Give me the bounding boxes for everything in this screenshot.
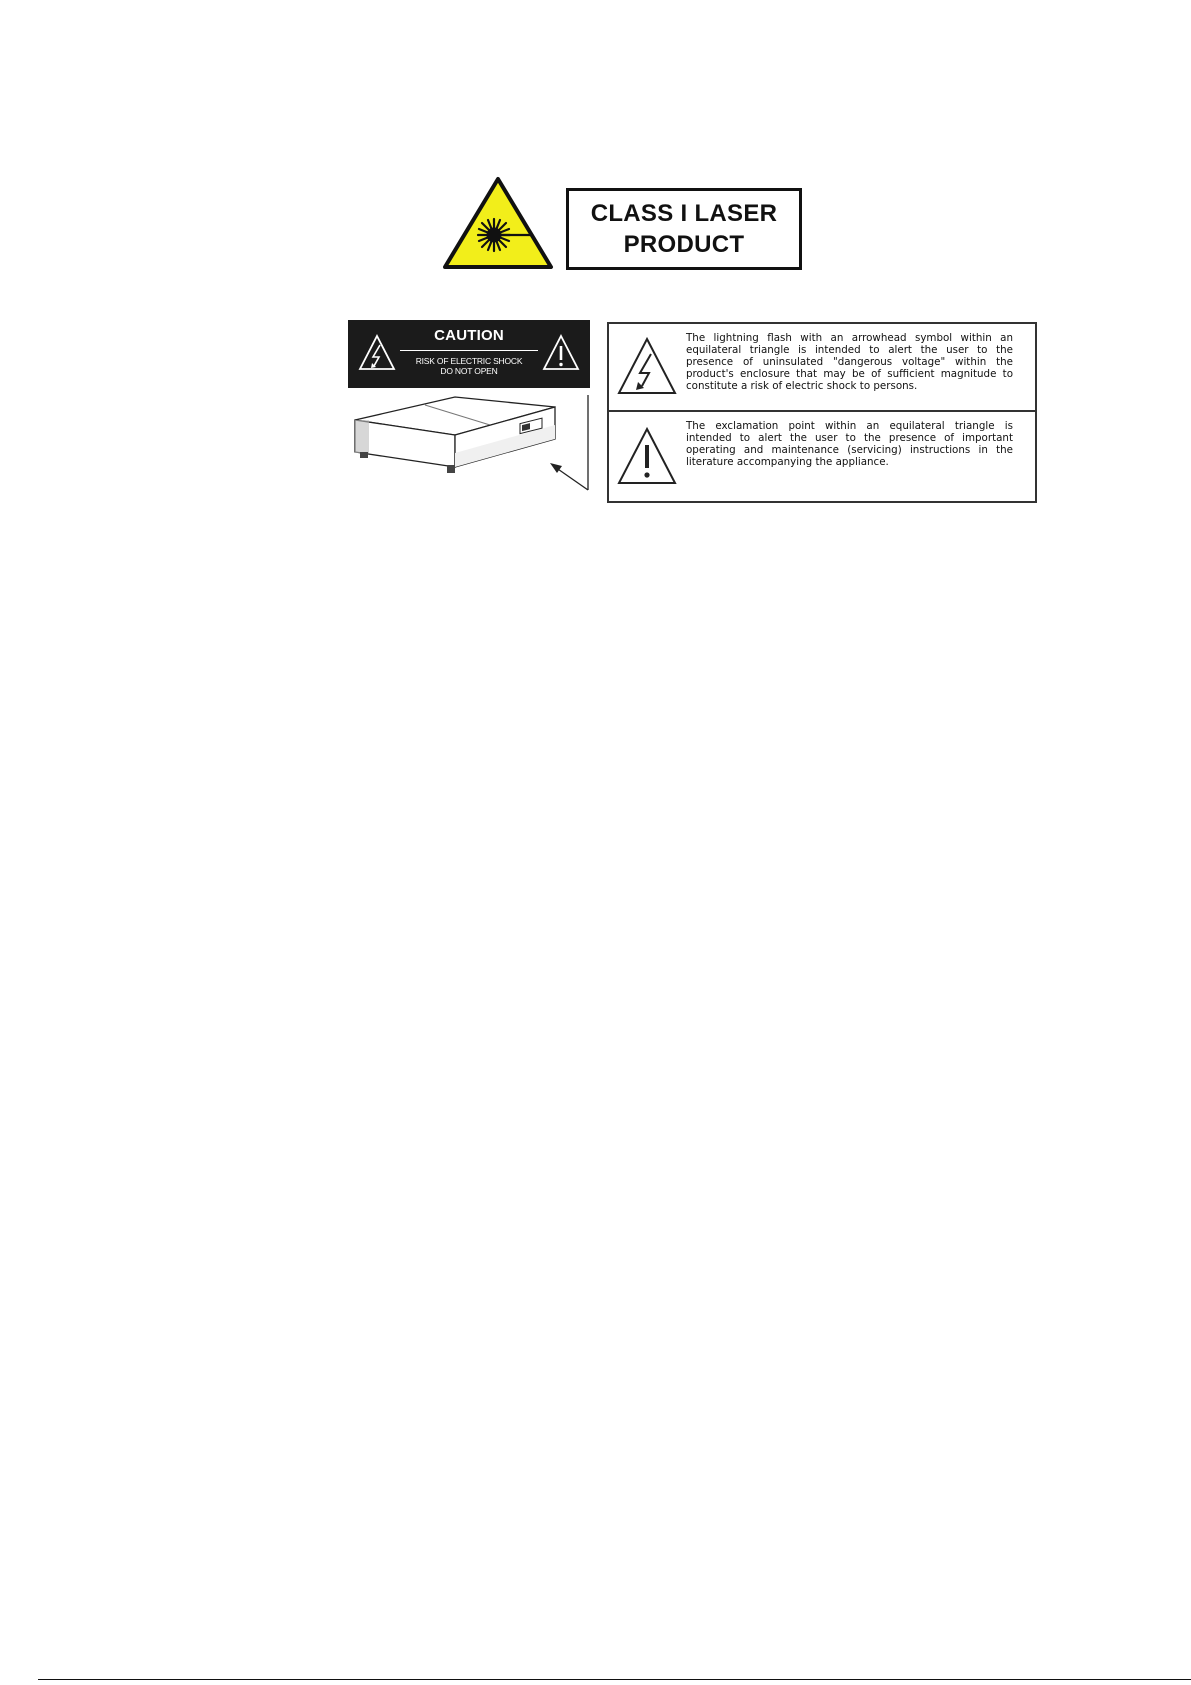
caution-plate — [348, 320, 590, 388]
symbol-description: The exclamation point within an equilateral triangle is intended to alert the user to the presence of important operating and maintenance (servicing) instructions in the literature accompanying the appliance. — [686, 420, 1013, 468]
exclamation-triangle-icon — [542, 334, 580, 372]
caution-line-2: DO NOT OPEN — [440, 366, 498, 376]
caution-title: CAUTION — [434, 327, 504, 344]
caution-divider — [400, 350, 538, 351]
device-illustration — [350, 395, 595, 515]
laser-label-line-1: CLASS I LASER — [590, 200, 778, 227]
laser-warning-icon — [441, 175, 555, 271]
symbol-description: The lightning flash with an arrowhead symbol within an equilateral triangle is intended to alert the user to the presence of uninsulated "dangerous voltage" within the product's enclosure that may be of sufficient magnitude to constitute a risk of electric shock to persons. — [686, 332, 1013, 392]
lightning-triangle-icon — [616, 336, 678, 396]
laser-class-label — [566, 188, 802, 270]
symbol-row — [609, 324, 1035, 412]
symbol-explanation-table — [607, 322, 1037, 503]
footer-divider — [38, 1679, 1191, 1680]
caution-line-1: RISK OF ELECTRIC SHOCK — [415, 356, 523, 366]
laser-label-line-2: PRODUCT — [623, 231, 745, 258]
exclamation-triangle-icon — [616, 426, 678, 486]
symbol-row — [609, 412, 1035, 501]
